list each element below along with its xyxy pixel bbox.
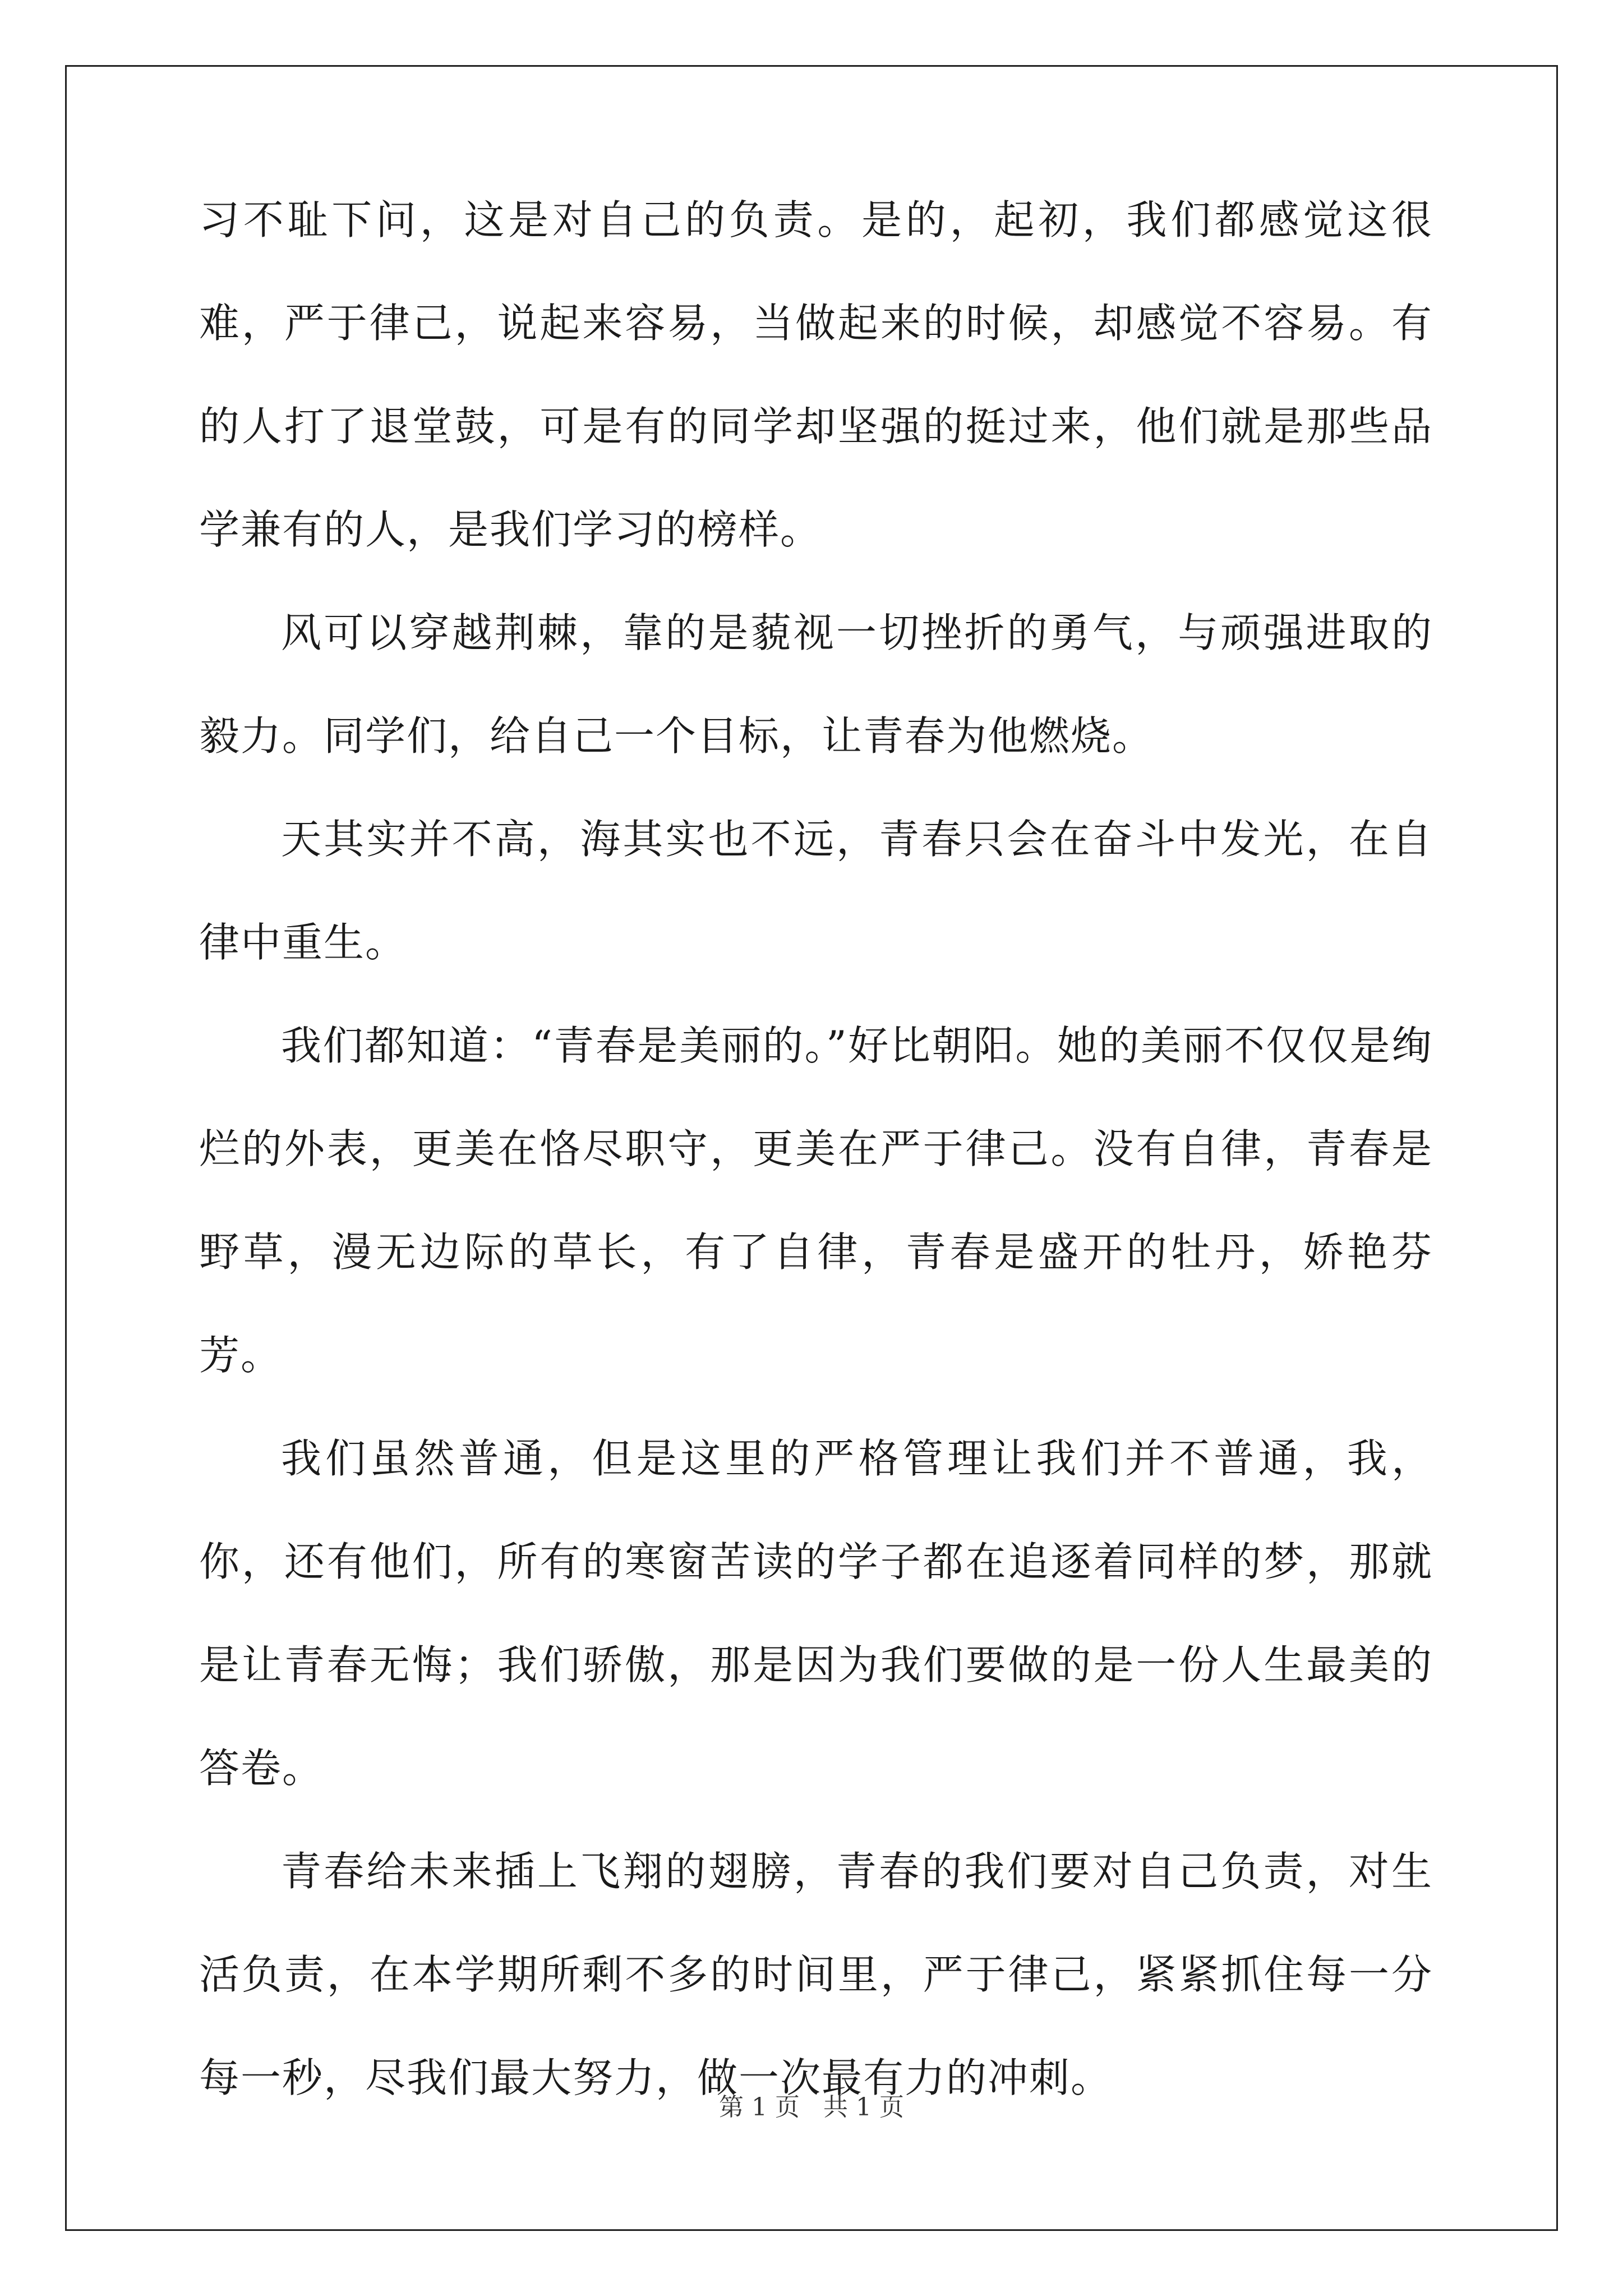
paragraph-continued: 习不耻下问，这是对自己的负责。是的，起初，我们都感觉这很难，严于律己，说起来容易，当做起来的时候，却感觉不容易。有的人打了退堂鼓，可是有的同学却坚强的挺过来，他们就是那些品学兼有的人，是我们学习的榜样。 xyxy=(199,196,1433,553)
paragraph: 青春给未来插上飞翔的翅膀，青春的我们要对自己负责，对生活负责，在本学期所剩不多的时间里，严于律己，紧紧抓住每一分每一秒，尽我们最大努力，做一次最有力的冲刺。 xyxy=(199,1848,1433,2101)
document-body xyxy=(199,168,1433,2129)
paragraph: 天其实并不高，海其实也不远，青春只会在奋斗中发光，在自律中重生。 xyxy=(199,816,1433,966)
page-footer xyxy=(0,2087,1623,2123)
paragraph: 我们都知道：“青春是美丽的。”好比朝阳。她的美丽不仅仅是绚烂的外表，更美在恪尽职守，更美在严于律己。没有自律，青春是野草，漫无边际的草长，有了自律，青春是盛开的牡丹，娇艳芬芳。 xyxy=(199,1022,1433,1379)
page-total: 共 1 页 xyxy=(823,2093,904,2122)
page-number: 第 1 页 xyxy=(719,2093,800,2122)
paragraph: 我们虽然普通，但是这里的严格管理让我们并不普通，我，你，还有他们，所有的寒窗苦读的学子都在追逐着同样的梦，那就是让青春无悔；我们骄傲，那是因为我们要做的是一份人生最美的答卷。 xyxy=(199,1435,1433,1792)
paragraph: 风可以穿越荆棘，靠的是藐视一切挫折的勇气，与顽强进取的毅力。同学们，给自己一个目标，让青春为他燃烧。 xyxy=(199,609,1433,760)
